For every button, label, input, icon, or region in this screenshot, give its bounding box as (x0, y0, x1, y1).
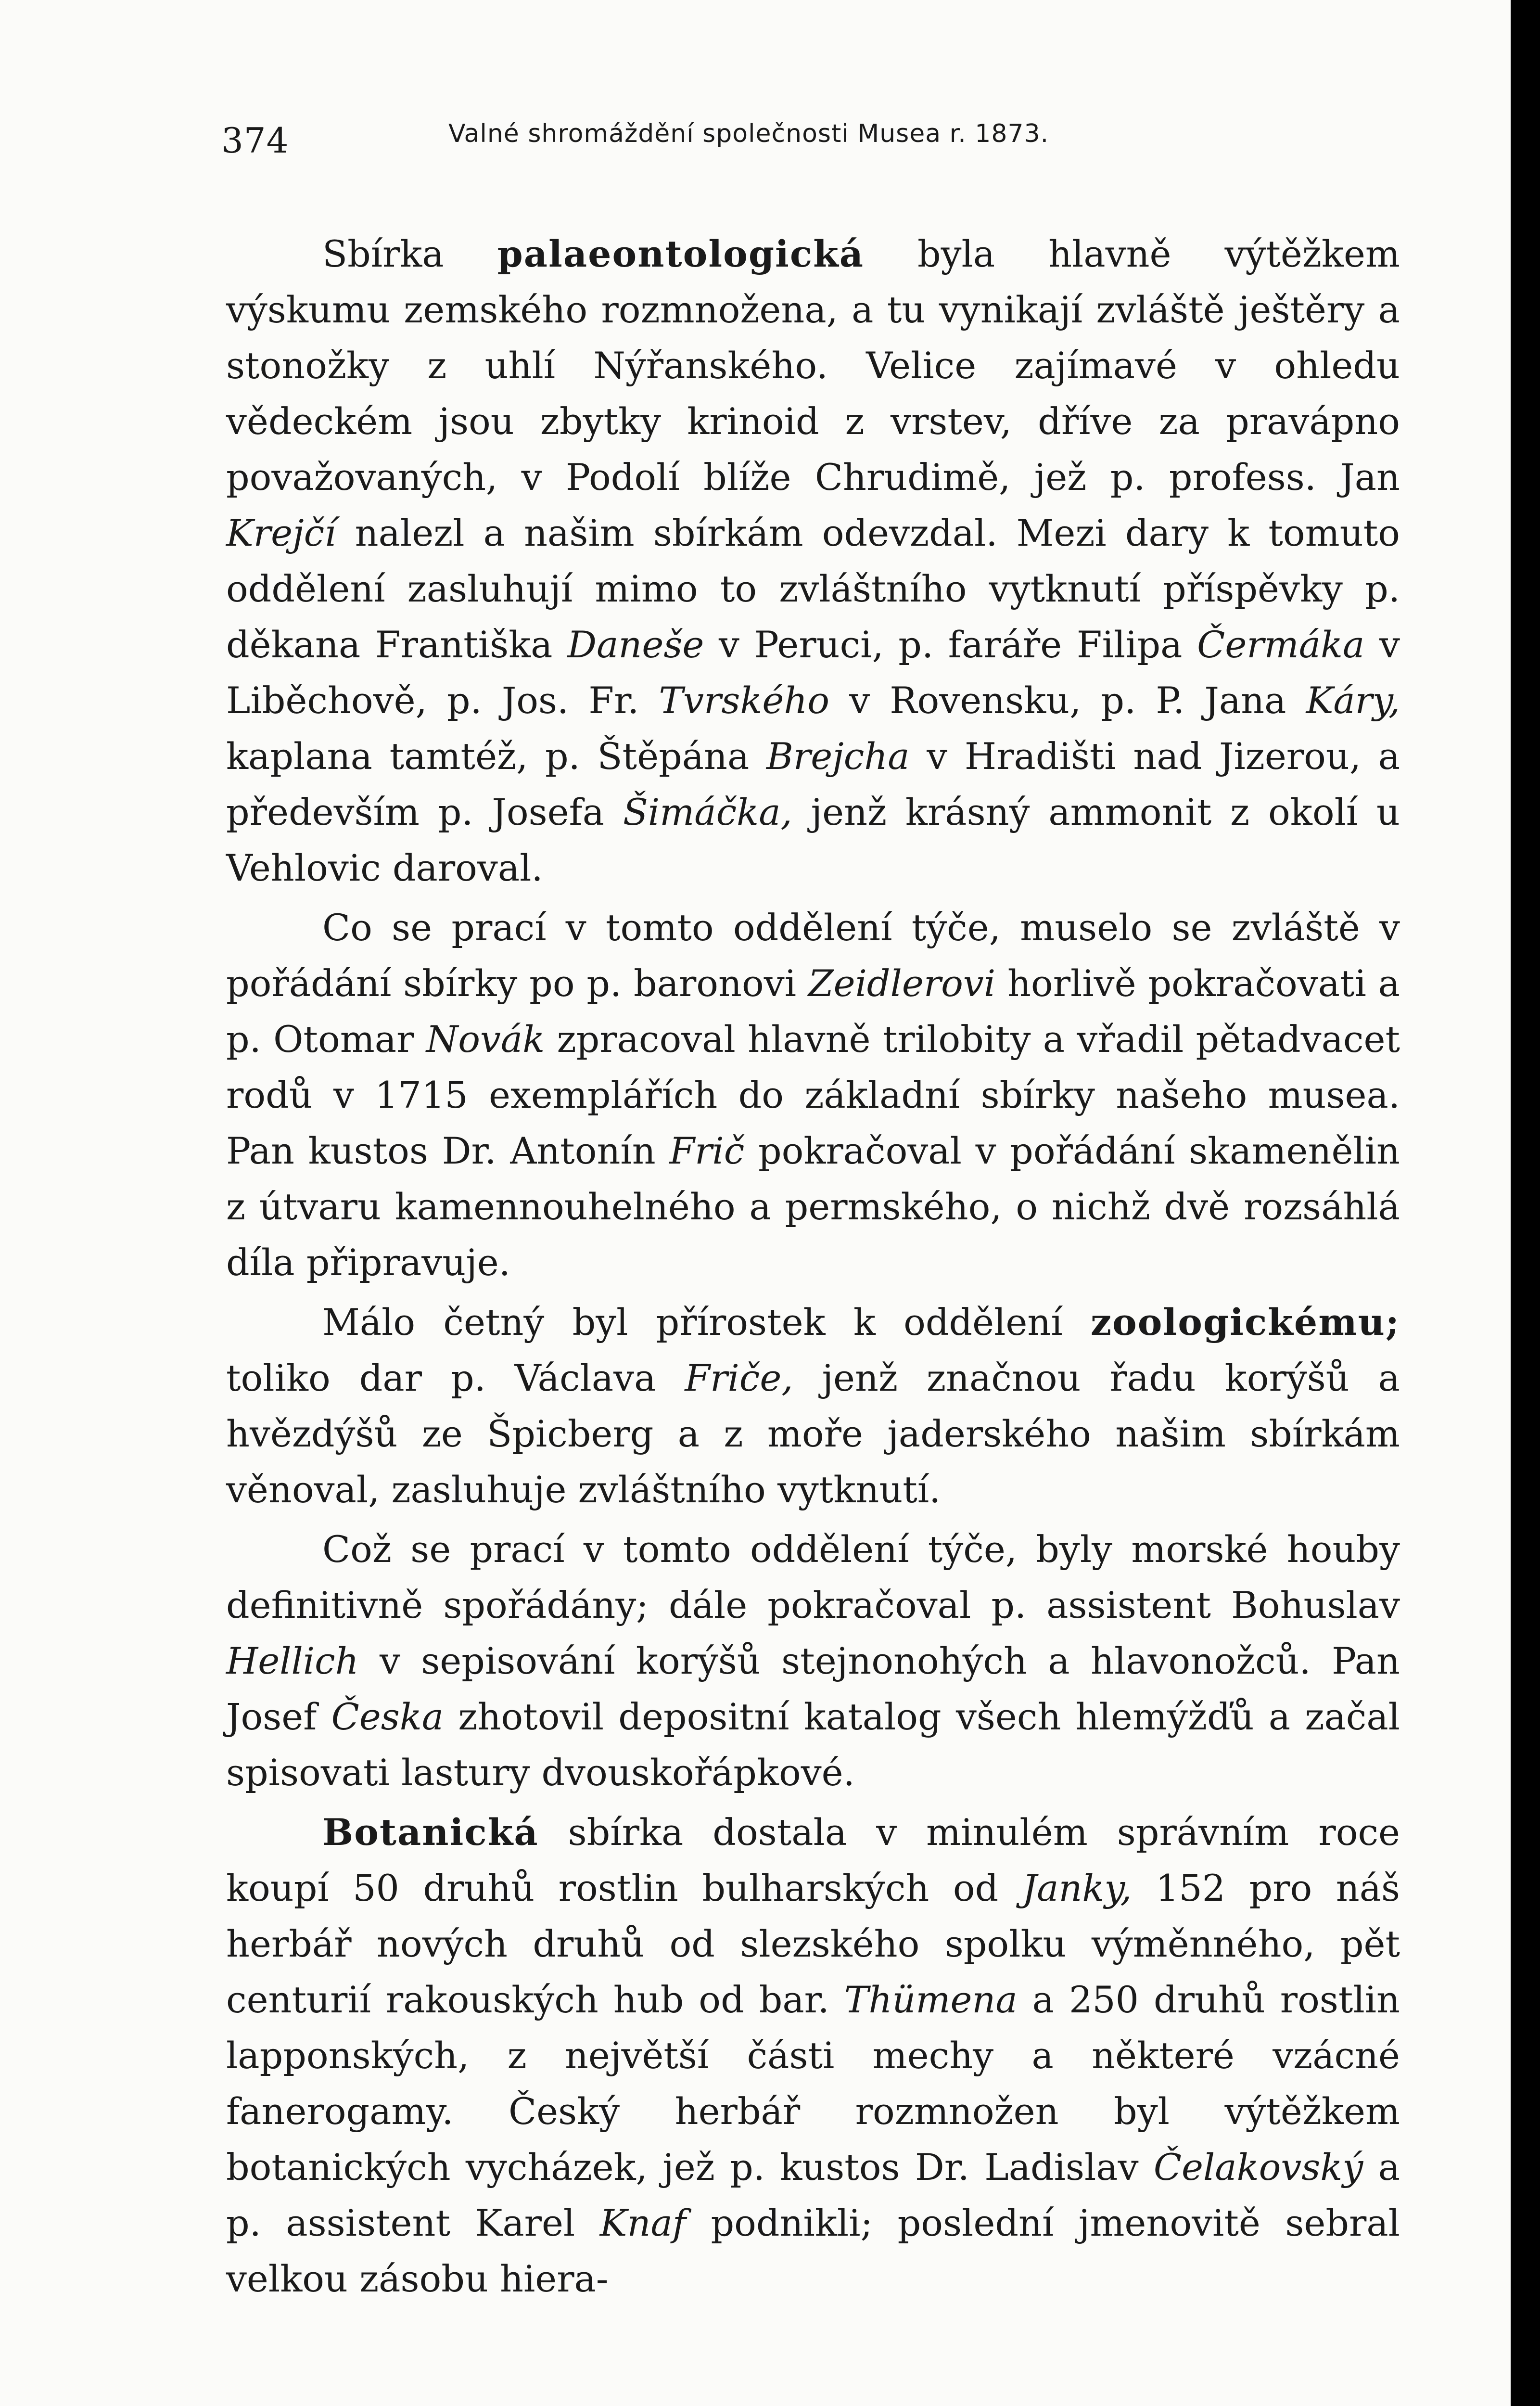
page-number: 374 (221, 120, 289, 161)
text-run: zhotovil depositní katalog všech hlemýžďů a začal spisovati lastury dvouskořápkové. (226, 1695, 1400, 1794)
text-run: podnikli; poslední jmenovitě sebral velkou zásobu hiera- (226, 2201, 1400, 2300)
person-name: Novák (426, 1018, 545, 1061)
text-run: byla hlavně výtěžkem výskumu zemského rozmnožena, a tu vynikají zvláště ještěry a stonožky z uhlí Nýřanského. Velice zajímavé v ohledu vědeckém jsou zbytky krinoid z vrstev, dříve za pravápno považovaných, v Podolí blíže Chrudimě, jež p. profess. Jan (226, 232, 1400, 499)
person-name: Krejčí (226, 512, 336, 554)
person-name: Zeidlerovi (808, 962, 996, 1005)
page-header (221, 112, 1395, 165)
person-name: Knaf (599, 2201, 686, 2244)
text-run: jenž značnou řadu korýšů a hvězdýšů ze Špicberg a z moře jaderského našim sbírkám věnoval, zasluhuje zvláštního vytknutí. (226, 1357, 1400, 1511)
text-run: v Rovensku, p. P. Jana (829, 679, 1306, 722)
person-name: Šimáčka, (623, 791, 792, 833)
text-run: v Liběchově, p. Jos. Fr. (226, 623, 1400, 722)
text-run: Což se prací v tomto oddělení týče, byly morské houby definitivně spořádány; dále pokračoval p. assistent Bohuslav (226, 1528, 1400, 1626)
text-run: pokračoval v pořádání skamenělin z útvaru kamennouhelného a permského, o nichž dvě rozsáhlá díla připravuje. (226, 1129, 1400, 1284)
person-name: Česka (331, 1695, 444, 1738)
paragraph-palaeontology-work (226, 900, 1400, 1291)
text-run: nalezl a našim sbírkám odevzdal. Mezi dary k tomuto oddělení zasluhují mimo to zvláštního vytknutí příspěvky p. děkana Františka (226, 512, 1400, 666)
section-keyword: zoologickému; (1090, 1301, 1400, 1344)
text-run: 152 pro náš herbář nových druhů od slezského spolku výměnného, pět centurií rakouských hub od bar. (226, 1867, 1400, 2021)
running-head: Valné shromáždění společnosti Musea r. 1873. (448, 119, 1049, 148)
paragraph-palaeontology (226, 226, 1400, 896)
person-name: Thümena (844, 1978, 1018, 2021)
person-name: Čermáka (1197, 623, 1365, 666)
person-name: Friče, (685, 1357, 793, 1399)
text-run: Co se prací v tomto oddělení týče, muselo se zvláště v pořádání sbírky po p. baronovi (226, 906, 1400, 1005)
paragraph-zoology (226, 1294, 1400, 1518)
paragraph-zoology-work (226, 1522, 1400, 1801)
text-run: a 250 druhů rostlin lapponských, z největší části mechy a některé vzácné fanerogamy. Český herbář rozmnožen byl výtěžkem botanických vycházek, jež p. kustos Dr. Ladislav (226, 1978, 1400, 2188)
person-name: Čelakovský (1153, 2146, 1363, 2188)
text-run: Sbírka (322, 232, 497, 275)
person-name: Brejcha (766, 735, 910, 778)
body-text (226, 226, 1400, 2307)
paragraph-botany (226, 1804, 1400, 2307)
person-name: Káry, (1306, 679, 1400, 722)
text-run: v sepisování korýšů stejnonohých a hlavonožců. Pan Josef (226, 1639, 1400, 1738)
person-name: Frič (669, 1129, 745, 1172)
person-name: Hellich (226, 1639, 359, 1682)
section-keyword: Botanická (322, 1811, 539, 1854)
text-run: v Hradišti nad Jizerou, a především p. Josefa (226, 735, 1400, 833)
text-run: toliko dar p. Václava (226, 1357, 685, 1399)
text-run: jenž krásný ammonit z okolí u Vehlovic daroval. (226, 791, 1400, 889)
person-name: Tvrského (659, 679, 830, 722)
section-keyword: palaeontologická (497, 232, 865, 275)
person-name: Daneše (567, 623, 704, 666)
text-run: zpracoval hlavně trilobity a vřadil pětadvacet rodů v 1715 exemplářích do základní sbírky našeho musea. Pan kustos Dr. Antonín (226, 1018, 1400, 1172)
text-run: a p. assistent Karel (226, 2146, 1400, 2244)
text-run: horlivě pokračovati a p. Otomar (226, 962, 1400, 1061)
text-run: Málo četný byl přírostek k oddělení (322, 1301, 1091, 1344)
person-name: Janky, (1022, 1867, 1132, 1909)
text-run: kaplana tamtéž, p. Štěpána (226, 735, 767, 778)
text-run: sbírka dostala v minulém správním roce koupí 50 druhů rostlin bulharských od (226, 1811, 1400, 1909)
text-run: v Peruci, p. faráře Filipa (704, 623, 1197, 666)
